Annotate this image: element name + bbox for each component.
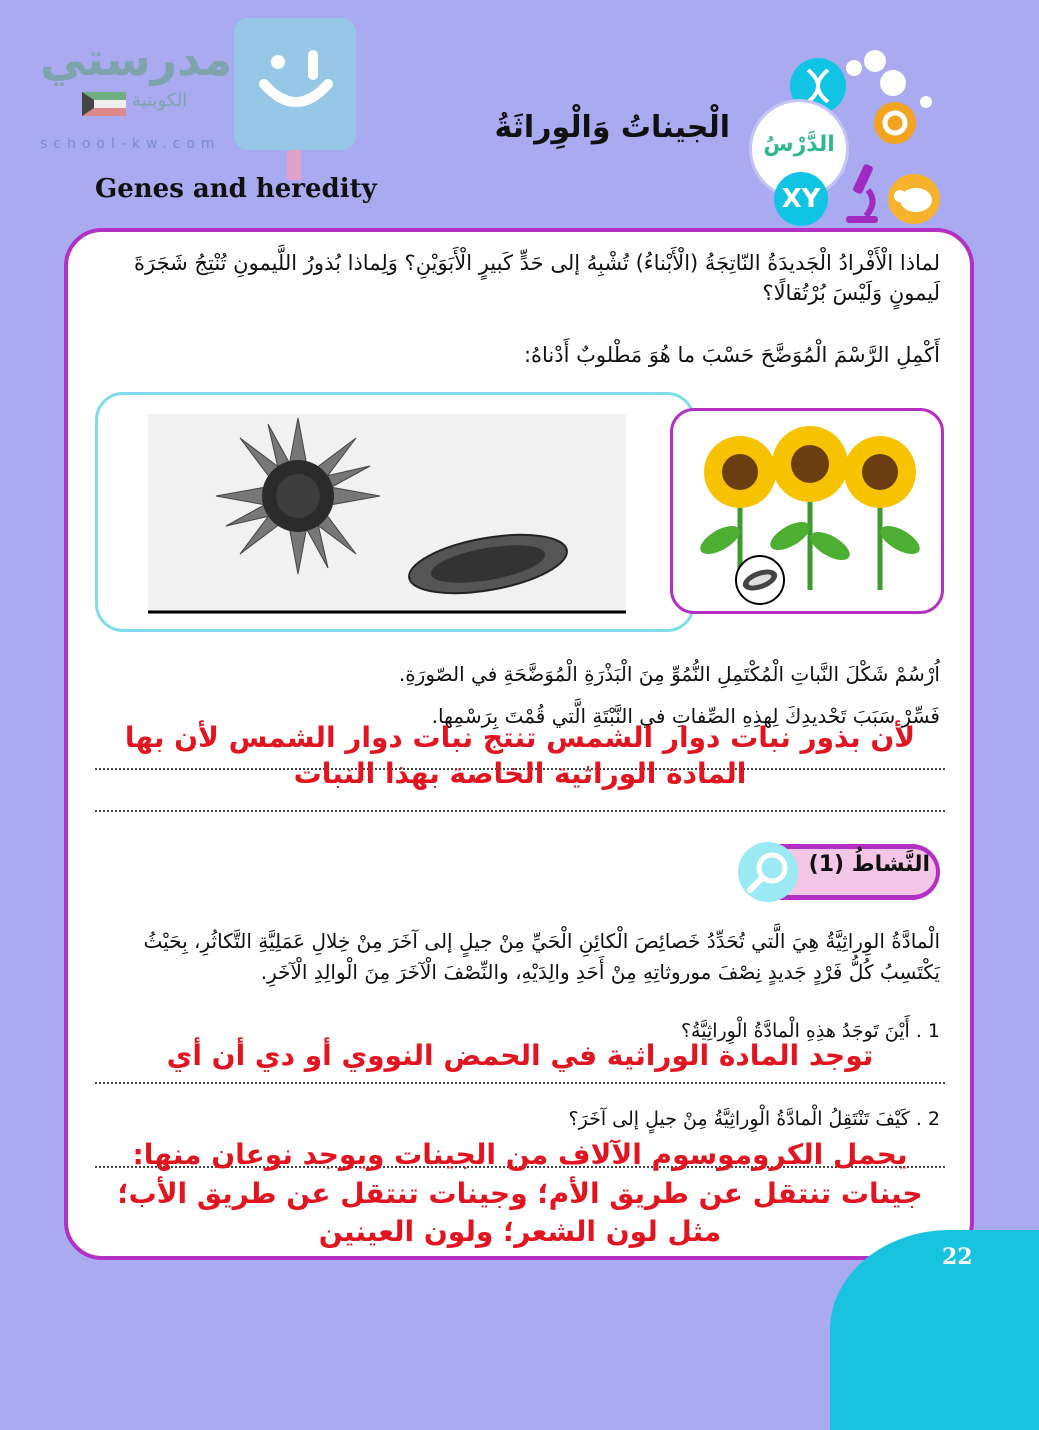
handwritten-answer-1: لأن بذور نبات دوار الشمس تنتج نبات دوار الشمس لأن بها المادة الوراثية الخاصة بهذا النبات [124, 721, 916, 791]
explain-instruction: فَسِّرْ سَبَبَ تَحْديدِكَ لِهذِهِ الصِّفاتِ في النَّبْتَةِ الَّتي قُمْتَ بِرَسْمِها. [431, 704, 940, 728]
activity-paragraph: الْمادَّةُ الوِراثِيَّةُ هِيَ الَّتي تُحَدِّدُ خَصائِصَ الْكائِنِ الْحَيِّ مِنْ جيلٍ إلى آخَرَ مِنْ خِلالِ عَمَلِيَّةِ التَّكاثُرِ، بِحَيْثُ يَكْتَسِبُ كُلُّ فَرْدٍ جَديدٍ نِصْفَ موروثاتِهِ مِنْ أَحَدِ والِدَيْهِ، والنِّصْفَ الْآخَرَ مِنَ الْوالِدِ الْآخَرِ. [143, 929, 940, 984]
lesson-label: الدَّرْسُ [763, 132, 835, 157]
bubble-decoration [846, 60, 862, 76]
bubble-decoration [880, 70, 906, 96]
chromosome-xy-icon: XY [774, 172, 828, 226]
sunflowers-and-seed-image [690, 420, 930, 606]
gear-icon [874, 102, 916, 144]
sunflower-drawing-image [148, 414, 626, 614]
logo-url: school-kw.com [40, 136, 221, 152]
page-number: 22 [942, 1244, 973, 1270]
answer-line [95, 1082, 945, 1084]
page-corner-decoration [830, 1230, 1039, 1430]
lesson-title-english: Genes and heredity [95, 174, 377, 204]
draw-plant-instruction: اُرْسُمْ شَكْلَ النَّباتِ الْمُكْتَمِلِ النُّمُوِّ مِنَ الْبَذْرَةِ الْمُوَضَّحَةِ في الصّورَةِ. [398, 662, 940, 686]
bubble-decoration [864, 50, 886, 72]
lesson-title-arabic: الْجيناتُ وَالْوِراثَةُ [494, 110, 730, 145]
magnifier-icon [738, 842, 798, 902]
answer-line [95, 810, 945, 812]
microscope-icon [838, 160, 882, 226]
sheep-icon [888, 174, 940, 224]
question-1: 1 . أَيْنَ تَوجَدُ هذِهِ الْمادَّةُ الْوِراثِيَّةُ؟ [680, 1020, 940, 1042]
activity-label: النَّشاطُ (1) [808, 852, 930, 877]
bubble-decoration [920, 96, 932, 108]
logo-text: مدرستي [40, 32, 233, 86]
logo-smile-icon [250, 40, 342, 120]
kuwait-flag-icon [82, 92, 126, 116]
logo-subtitle: الكويتية [132, 90, 188, 111]
complete-drawing-instruction: أَكْمِلِ الرَّسْمَ الْمُوَضَّحَ حَسْبَ ما هُوَ مَطْلوبٌ أَدْناهُ: [523, 343, 940, 367]
handwritten-answer-3: يحمل الكروموسوم الآلاف من الجينات ويوجد نوعان منها: جينات تنتقل عن طريق الأم؛ وجينات تنتقل عن طريق الأب؛ مثل لون الشعر؛ ولون العينين [117, 1138, 923, 1249]
handwritten-answer-2: توجد المادة الوراثية في الحمض النووي أو دي أن أي [166, 1039, 874, 1072]
question-2: 2 . كَيْفَ تَنْتَقِلُ الْمادَّةُ الْوِراثِيَّةُ مِنْ جيلٍ إلى آخَرَ؟ [568, 1108, 940, 1130]
intro-question: لماذا الْأَفْرادُ الْجَديدَةُ النّاتِجَةُ (الْأَبْناءُ) تُشْبِهُ إلى حَدٍّ كَبيرٍ الْأَبَوَيْنِ؟ وَلِماذا بُذورُ اللَّيمونِ تُنْتِجُ شَجَرَةَ لَيمونٍ وَلَيْسَ بُرْتُقالًا؟ [134, 251, 940, 306]
